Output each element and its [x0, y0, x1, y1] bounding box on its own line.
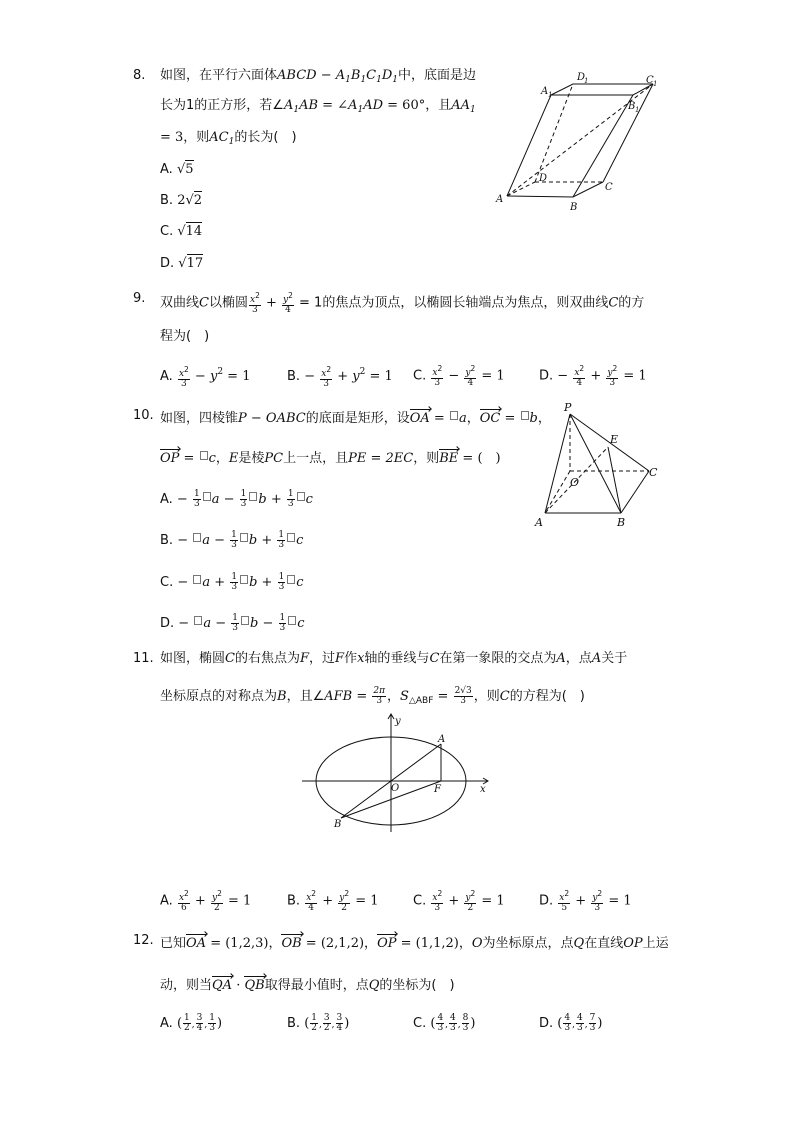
label-A1: A	[541, 86, 549, 97]
label-C: C	[649, 466, 658, 479]
option-a[interactable]: A. √5	[160, 162, 194, 177]
vector-arrow-icon	[450, 411, 458, 420]
option-a[interactable]: A. $\frac{x^2}{6}$ + $\frac{y^2}{2}$ = 1	[160, 889, 252, 913]
pyramid-figure	[528, 398, 668, 533]
label-D: D	[539, 173, 548, 184]
option-d[interactable]: D. − $\frac{x^2}{4}$ + $\frac{y^2}{3}$ = 1	[539, 364, 647, 388]
label-A: A	[535, 516, 543, 529]
question-line-1: 已知OA = (1,2,3)，OB = (2,1,2)，OP = (1,1,2)，O为坐标原点，点Q在直线OP上运	[160, 933, 669, 952]
label-B: B	[617, 516, 626, 529]
vector-arrow-icon	[193, 533, 201, 542]
vector-arrow-icon	[297, 492, 305, 501]
question-line-3: = 3，则$AC_1$的长为( )	[160, 130, 297, 147]
question-line-2: 长为1的正方形，若$\angle A_1AB$ = $\angle A_1AD = 60^\circ$，且$AA_1$	[160, 98, 476, 115]
option-a[interactable]: A. ( $\frac{1}{2}$ , $\frac{3}{4}$ , $\frac{1}{3}$ )	[160, 1013, 223, 1033]
vector-arrow-icon	[249, 492, 257, 501]
vector-arrow-icon	[193, 575, 201, 584]
label-D1: D	[577, 72, 586, 83]
svg-text:1: 1	[548, 91, 553, 99]
option-b[interactable]: B. − a − $\frac{1}{3}$ b + $\frac{1}{3}$ c	[160, 530, 304, 550]
label-A: A	[438, 734, 446, 745]
label-y: y	[395, 716, 401, 727]
option-c[interactable]: C. √14	[160, 224, 203, 239]
svg-text:1: 1	[653, 80, 658, 88]
label-O: O	[391, 783, 400, 794]
question-line-1: 如图，椭圆C的右焦点为F，过F作x轴的垂线与C在第一象限的交点为A，点A关于	[160, 651, 628, 666]
vector-arrow-icon	[240, 575, 248, 584]
vector-arrow-icon	[288, 616, 296, 625]
vector-arrow-icon	[194, 616, 202, 625]
option-c[interactable]: C. $\frac{x^2}{3}$ − $\frac{y^2}{4}$ = 1	[413, 364, 505, 388]
question-number: 9.	[133, 291, 146, 306]
vector-arrow-icon	[287, 575, 295, 584]
sqrt-icon: √	[185, 193, 194, 208]
question-line-2: 坐标原点的对称点为B，且∠AFB = $\frac{2\pi}{3}$ ，$S_{\triangle ABF}$ = $\frac{2√3}{3}$ ，则C的方程为( )	[160, 686, 585, 706]
label-B: B	[570, 202, 578, 213]
option-b[interactable]: B. ( $\frac{1}{2}$ , $\frac{3}{2}$ , $\frac{3}{4}$ )	[287, 1013, 350, 1033]
sqrt-icon: √	[177, 224, 186, 239]
option-b[interactable]: B. − $\frac{x^2}{3}$ + $y^2 = 1$	[287, 364, 393, 389]
ellipse-figure	[300, 712, 500, 832]
option-a[interactable]: A. − $\frac{1}{3}$ a − $\frac{1}{3}$ b + $\frac{1}{3}$ c	[160, 489, 313, 509]
vector-arrow-icon	[241, 616, 249, 625]
option-a[interactable]: A. $\frac{x^2}{3}$ − $y^2 = 1$	[160, 364, 251, 389]
vector-arrow-icon	[203, 492, 211, 501]
parallelepiped-figure	[490, 64, 670, 214]
option-d[interactable]: D. √17	[160, 256, 204, 271]
question-line-1: 如图，在平行六面体ABCD − $A_1B_1C_1D_1$中，底面是边	[160, 68, 477, 85]
question-number: 12.	[133, 933, 154, 948]
label-F: F	[434, 784, 441, 795]
label-B1: B	[628, 101, 636, 112]
question-line-2: 程为( )	[160, 329, 210, 344]
label-A: A	[496, 194, 504, 205]
vector-arrow-icon	[200, 451, 208, 460]
option-c[interactable]: C. − a + $\frac{1}{3}$ b + $\frac{1}{3}$ c	[160, 572, 304, 592]
sqrt-icon: √	[178, 256, 187, 271]
vector-arrow-icon	[240, 533, 248, 542]
label-C1: C	[646, 75, 654, 86]
question-number: 11.	[133, 651, 154, 666]
svg-text:1: 1	[635, 106, 640, 114]
option-d[interactable]: D. − a − $\frac{1}{3}$ b − $\frac{1}{3}$ c	[160, 613, 305, 633]
vector-arrow-icon	[287, 533, 295, 542]
question-number: 10.	[133, 408, 154, 423]
label-x: x	[480, 784, 486, 795]
svg-text:1: 1	[584, 77, 589, 85]
option-d[interactable]: D. ( $\frac{4}{3}$ , $\frac{4}{3}$ , $\frac{7}{3}$ )	[539, 1013, 603, 1033]
label-P: P	[564, 401, 572, 414]
question-number: 8.	[133, 68, 146, 83]
sqrt-icon: √	[176, 162, 186, 177]
label-O: O	[570, 476, 580, 489]
label-B: B	[334, 819, 342, 830]
question-line-2: 动，则当QA · QB取得最小值时，点Q的坐标为( )	[160, 975, 455, 994]
question-line-1: 如图，四棱锥P − OABC的底面是矩形，设OA = a，OC = b，	[160, 408, 551, 427]
label-C: C	[605, 182, 613, 193]
option-c[interactable]: C. ( $\frac{4}{3}$ , $\frac{4}{3}$ , $\frac{8}{3}$ )	[413, 1013, 476, 1033]
question-line-1: 双曲线C以椭圆 $\frac{x^2}{3}$ + $\frac{y^2}{4}$ = 1的焦点为顶点，以椭圆长轴端点为焦点，则双曲线C的方	[160, 291, 645, 315]
label-E: E	[610, 433, 619, 446]
option-b[interactable]: B. 2√2	[160, 193, 203, 208]
option-c[interactable]: C. $\frac{x^2}{3}$ + $\frac{y^2}{2}$ = 1	[413, 889, 505, 913]
option-b[interactable]: B. $\frac{x^2}{4}$ + $\frac{y^2}{2}$ = 1	[287, 889, 379, 913]
option-d[interactable]: D. $\frac{x^2}{5}$ + $\frac{y^2}{3}$ = 1	[539, 889, 632, 913]
question-line-2: OP = c，E是棱PC上一点，且PE = 2EC，则BE = ( )	[160, 448, 501, 467]
